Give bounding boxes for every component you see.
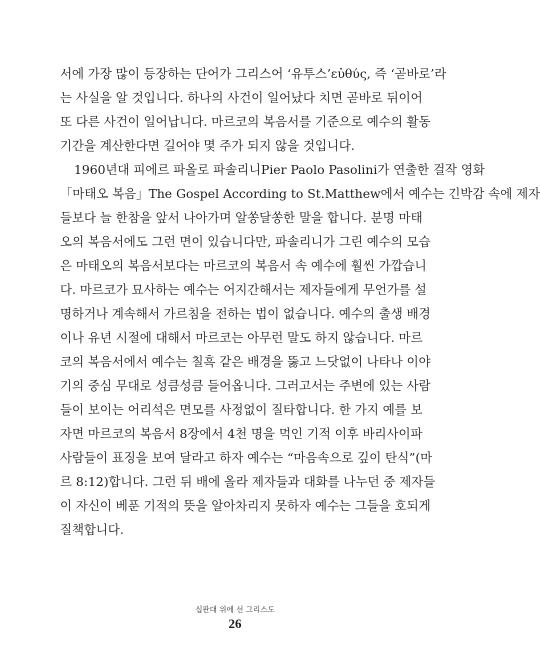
text-line: 오의 복음서에도 그런 면이 있습니다만, 파솔리니가 그린 예수의 모습: [60, 234, 431, 249]
text-line: 들보다 늘 한참을 앞서 나아가며 알쏭달쏭한 말을 합니다. 분명 마태: [60, 210, 423, 225]
text-line: 「마태오 복음」The Gospel According to St.Matthew에서 예수는 긴박감 속에 제자: [60, 186, 540, 201]
text-line: 명하거나 계속해서 가르침을 전하는 법이 없습니다. 예수의 출생 배경: [60, 306, 431, 321]
text-line: 기의 중심 무대로 성큼성큼 들어옵니다. 그러고서는 주변에 있는 사람: [60, 378, 431, 393]
text-line: 은 마태오의 복음서보다는 마르코의 복음서 속 예수에 훨씬 가깝습니: [60, 258, 427, 273]
text-line: 는 사실을 알 것입니다. 하나의 사건이 일어났다 치면 곧바로 뒤이어: [60, 90, 423, 105]
text-line: 코의 복음서에서 예수는 칠흑 같은 배경을 뚫고 느닷없이 나타나 이야: [60, 354, 431, 369]
text-line: 1960년대 피에르 파올로 파솔리니Pier Paolo Pasolini가 연출한 걸작 영화: [74, 162, 485, 177]
page-number: 26: [228, 616, 242, 631]
text-line: 르 8:12)합니다. 그런 뒤 배에 올라 제자들과 대화를 나누던 중 제자들: [60, 474, 436, 489]
text-line: 기간을 계산한다면 길어야 몇 주가 되지 않을 것입니다.: [60, 138, 355, 153]
text-line: 이나 유년 시절에 대해서 마르코는 아무런 말도 하지 않습니다. 마르: [60, 330, 423, 345]
text-line: 들이 보이는 어리석은 면모를 사정없이 질타합니다. 한 가지 예를 보: [60, 402, 423, 417]
text-line: 이 자신이 베푼 기적의 뜻을 알아차리지 못하자 예수는 그들을 호되게: [60, 498, 431, 513]
text-line: 서에 가장 많이 등장하는 단어가 그리스어 ‘유투스’εὐθύς, 즉 ‘곧바로’라: [60, 66, 447, 81]
text-line: 다. 마르코가 묘사하는 예수는 어지간해서는 제자들에게 무언가를 설: [60, 282, 427, 297]
running-footer-title: 십판대 위에 선 그리스도: [195, 605, 275, 614]
text-line: 또 다른 사건이 일어납니다. 마르코의 복음서를 기준으로 예수의 활동: [60, 114, 431, 129]
text-line: 자면 마르코의 복음서 8장에서 4천 명을 먹인 기적 이후 바리사이파: [60, 426, 423, 441]
text-line: 질책합니다.: [60, 522, 124, 537]
text-line: 사람들이 표징을 보여 달라고 하자 예수는 “마음속으로 깊이 탄식”(마: [60, 450, 433, 465]
